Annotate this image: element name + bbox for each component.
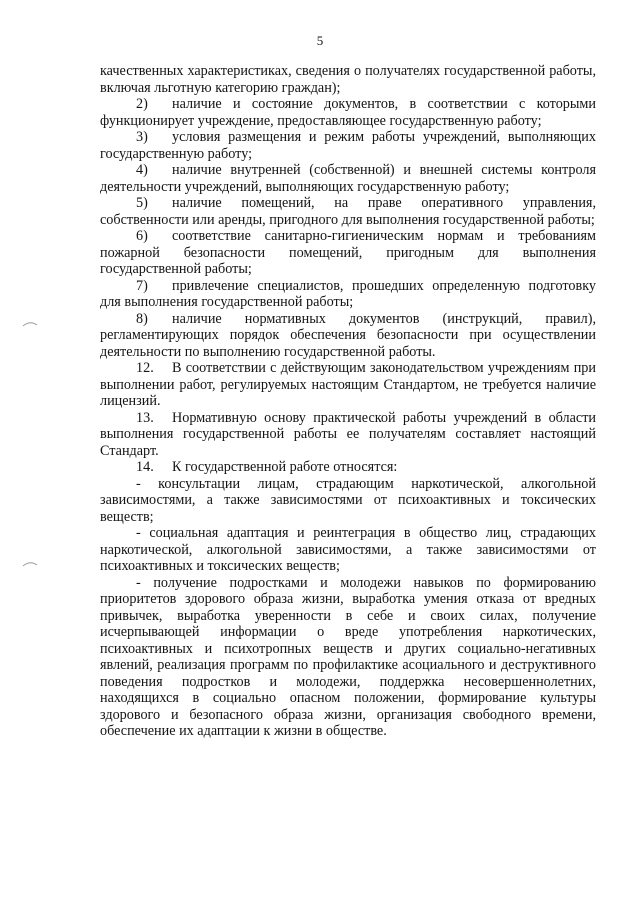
paragraph bbox=[100, 129, 596, 162]
paragraph-text: наличие помещений, на праве оперативного управления, собственности или аренды, пригодного для выполнения государственной работы; bbox=[100, 195, 596, 228]
paragraph-number: 7) bbox=[136, 277, 148, 294]
paragraph-number: 8) bbox=[136, 310, 148, 327]
paragraph-text: наличие и состояние документов, в соответствии с которыми функционирует учреждение, предоставляющее государственную работу; bbox=[100, 96, 596, 129]
paragraph-number: 4) bbox=[136, 162, 148, 178]
paragraph-text: Нормативную основу практической работы учреждений в области выполнения государственной работы ее получателям составляет настоящий Стандарт. bbox=[100, 409, 596, 459]
paragraph bbox=[100, 278, 596, 311]
paragraph-number: 13. bbox=[136, 409, 154, 426]
paragraph-text: соответствие санитарно-гигиеническим нормам и требованиям пожарной безопасности помещений, пригодным для выполнения государственной работы; bbox=[100, 228, 596, 277]
paragraph bbox=[100, 162, 596, 195]
paragraph-text: В соответствии с действующим законодательством учреждениям при выполнении работ, регулируемых настоящим Стандартом, не требуется наличие лицензий. bbox=[100, 360, 596, 409]
paragraph bbox=[100, 311, 596, 361]
paragraph-text: привлечение специалистов, прошедших определенную подготовку для выполнения государственной работы; bbox=[100, 277, 596, 310]
paragraph-number: 12. bbox=[136, 360, 154, 376]
paragraph-text: - получение подростками и молодежи навыков по формированию приоритетов здорового образа жизни, выработка умения отказа от вредных привычек, выработка уверенности в себе и своих силах, получение исчерпывающей информации о вреде употребления наркотических, психоактивных и психотропных веществ и других социально-негативных явлений, реализация программ по профилактике асоциального и деструктивного поведения подростков и молодежи, поддержка несовершеннолетних, находящихся в социально опасном положении, формирование культуры здорового и безопасного образа жизни, организация свободного времени, обеспечение их адаптации к жизни в обществе. bbox=[100, 574, 596, 739]
paragraph bbox=[100, 195, 596, 228]
paragraph-number: 6) bbox=[136, 228, 148, 244]
paragraph bbox=[100, 96, 596, 129]
paragraph-text: - социальная адаптация и реинтеграция в общество лиц, страдающих наркотической, алкогольной зависимостями, а также зависимостями от психоактивных и токсических веществ; bbox=[100, 525, 596, 574]
paragraph bbox=[100, 459, 596, 476]
document-body bbox=[100, 63, 596, 740]
paragraph bbox=[100, 228, 596, 278]
page-number: 5 bbox=[316, 33, 324, 48]
paragraph-text: К государственной работе относятся: bbox=[172, 459, 398, 475]
paragraph-number: 3) bbox=[136, 129, 148, 145]
paragraph bbox=[100, 575, 596, 740]
paragraph bbox=[100, 360, 596, 410]
paragraph bbox=[100, 525, 596, 575]
margin-mark-icon bbox=[22, 560, 38, 568]
paragraph-number: 2) bbox=[136, 96, 148, 112]
paragraph bbox=[100, 63, 596, 96]
paragraph bbox=[100, 476, 596, 526]
paragraph-text: - консультации лицам, страдающим наркотической, алкогольной зависимостями, а также зависимостями от психоактивных и токсических веществ; bbox=[100, 475, 596, 525]
paragraph-text: условия размещения и режим работы учреждений, выполняющих государственную работу; bbox=[100, 129, 596, 162]
paragraph bbox=[100, 410, 596, 460]
paragraph-number: 14. bbox=[136, 459, 154, 475]
paragraph-text: наличие внутренней (собственной) и внешней системы контроля деятельности учреждений, выполняющих государственную работу; bbox=[100, 162, 596, 195]
paragraph-number: 5) bbox=[136, 195, 148, 211]
paragraph-text: наличие нормативных документов (инструкций, правил), регламентирующих порядок обеспечения безопасности при осуществлении деятельности по выполнению государственной работы. bbox=[100, 310, 596, 360]
paragraph-text: качественных характеристиках, сведения о получателях государственной работы, включая льготную категорию граждан); bbox=[100, 63, 596, 96]
margin-mark-icon bbox=[22, 320, 38, 328]
